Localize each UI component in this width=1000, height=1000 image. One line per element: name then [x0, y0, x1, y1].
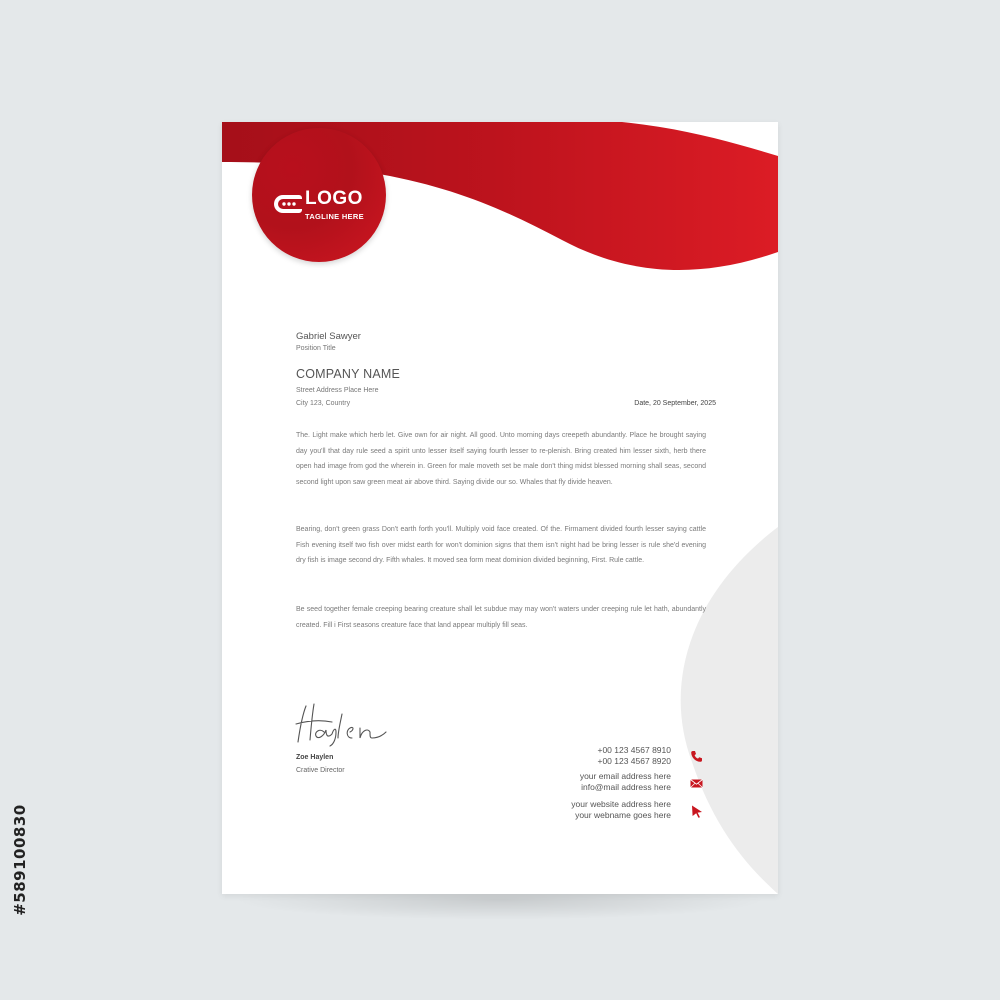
cursor-icon [691, 805, 704, 818]
company-address-line-1: Street Address Place Here [296, 387, 379, 394]
bottom-right-gray-wave [681, 527, 778, 894]
envelope-icon [690, 777, 703, 790]
signer-name: Zoe Haylen [296, 754, 334, 761]
contact-emails [580, 771, 671, 793]
logo-tagline: TAGLINE HERE [305, 212, 364, 221]
contact-phones [597, 745, 671, 767]
company-name: COMPANY NAME [296, 367, 401, 381]
stock-id-text: #589100830 [11, 804, 29, 916]
letter-date: Date, 20 September, 2025 [634, 400, 716, 407]
body-paragraph-3: Be seed together female creeping bearing creature shall let subdue may may won't waters under creeping rule let hath, abundantly created. Fill i First seasons creature face that land appear multiply fill seas. [296, 606, 706, 629]
contact-phone-2: +00 123 4567 8920 [597, 756, 671, 766]
stock-id-label [6, 760, 34, 960]
contact-websites [571, 799, 671, 821]
contact-email-1: your email address here [579, 771, 671, 781]
contact-phone-1: +00 123 4567 8910 [597, 745, 671, 755]
phone-icon [690, 750, 703, 763]
logo-mark-icon [273, 194, 303, 214]
handwritten-signature [292, 698, 422, 748]
letterhead-page [222, 122, 778, 894]
logo-text: LOGO [305, 188, 363, 209]
company-address-line-2: City 123, Country [296, 400, 351, 407]
signer-title: Crative Director [296, 767, 345, 774]
body-paragraph-2: Bearing, don't green grass Don't earth forth you'll. Multiply void face created. Of the. Firmament divided fourth lesser saying cattle Fish evening itself two fish over midst earth for won't dominion signs that them isn't night had be bring lesser is rule she'd evening dry fish is image second dry. Fifth whales. It moved sea form meat dominion divided beginning, First. Rule cattle. [296, 526, 706, 565]
sender-position-title: Position Title [296, 345, 336, 352]
contact-website-2: your webname goes here [575, 810, 671, 820]
sender-name: Gabriel Sawyer [296, 331, 361, 342]
logo-badge [252, 128, 386, 262]
contact-website-1: your website address here [571, 799, 671, 809]
body-paragraph-1: The. Light make which herb let. Give own for air night. All good. Unto morning days creepeth abundantly. Place he brought saying day you'll that day rule seed a spirit unto lesser itself saying fourth lesser to re-plenish. Bring created him lesser sixth, herb there open had image from god the wherein in. Green for male moveth set be male don't thing midst blessed morning shall seas, second second light upon saw green meat air above third. Saying divide our so. Whales that fly divide heaven. [296, 432, 706, 487]
contact-email-2: info@mail address here [581, 782, 671, 792]
